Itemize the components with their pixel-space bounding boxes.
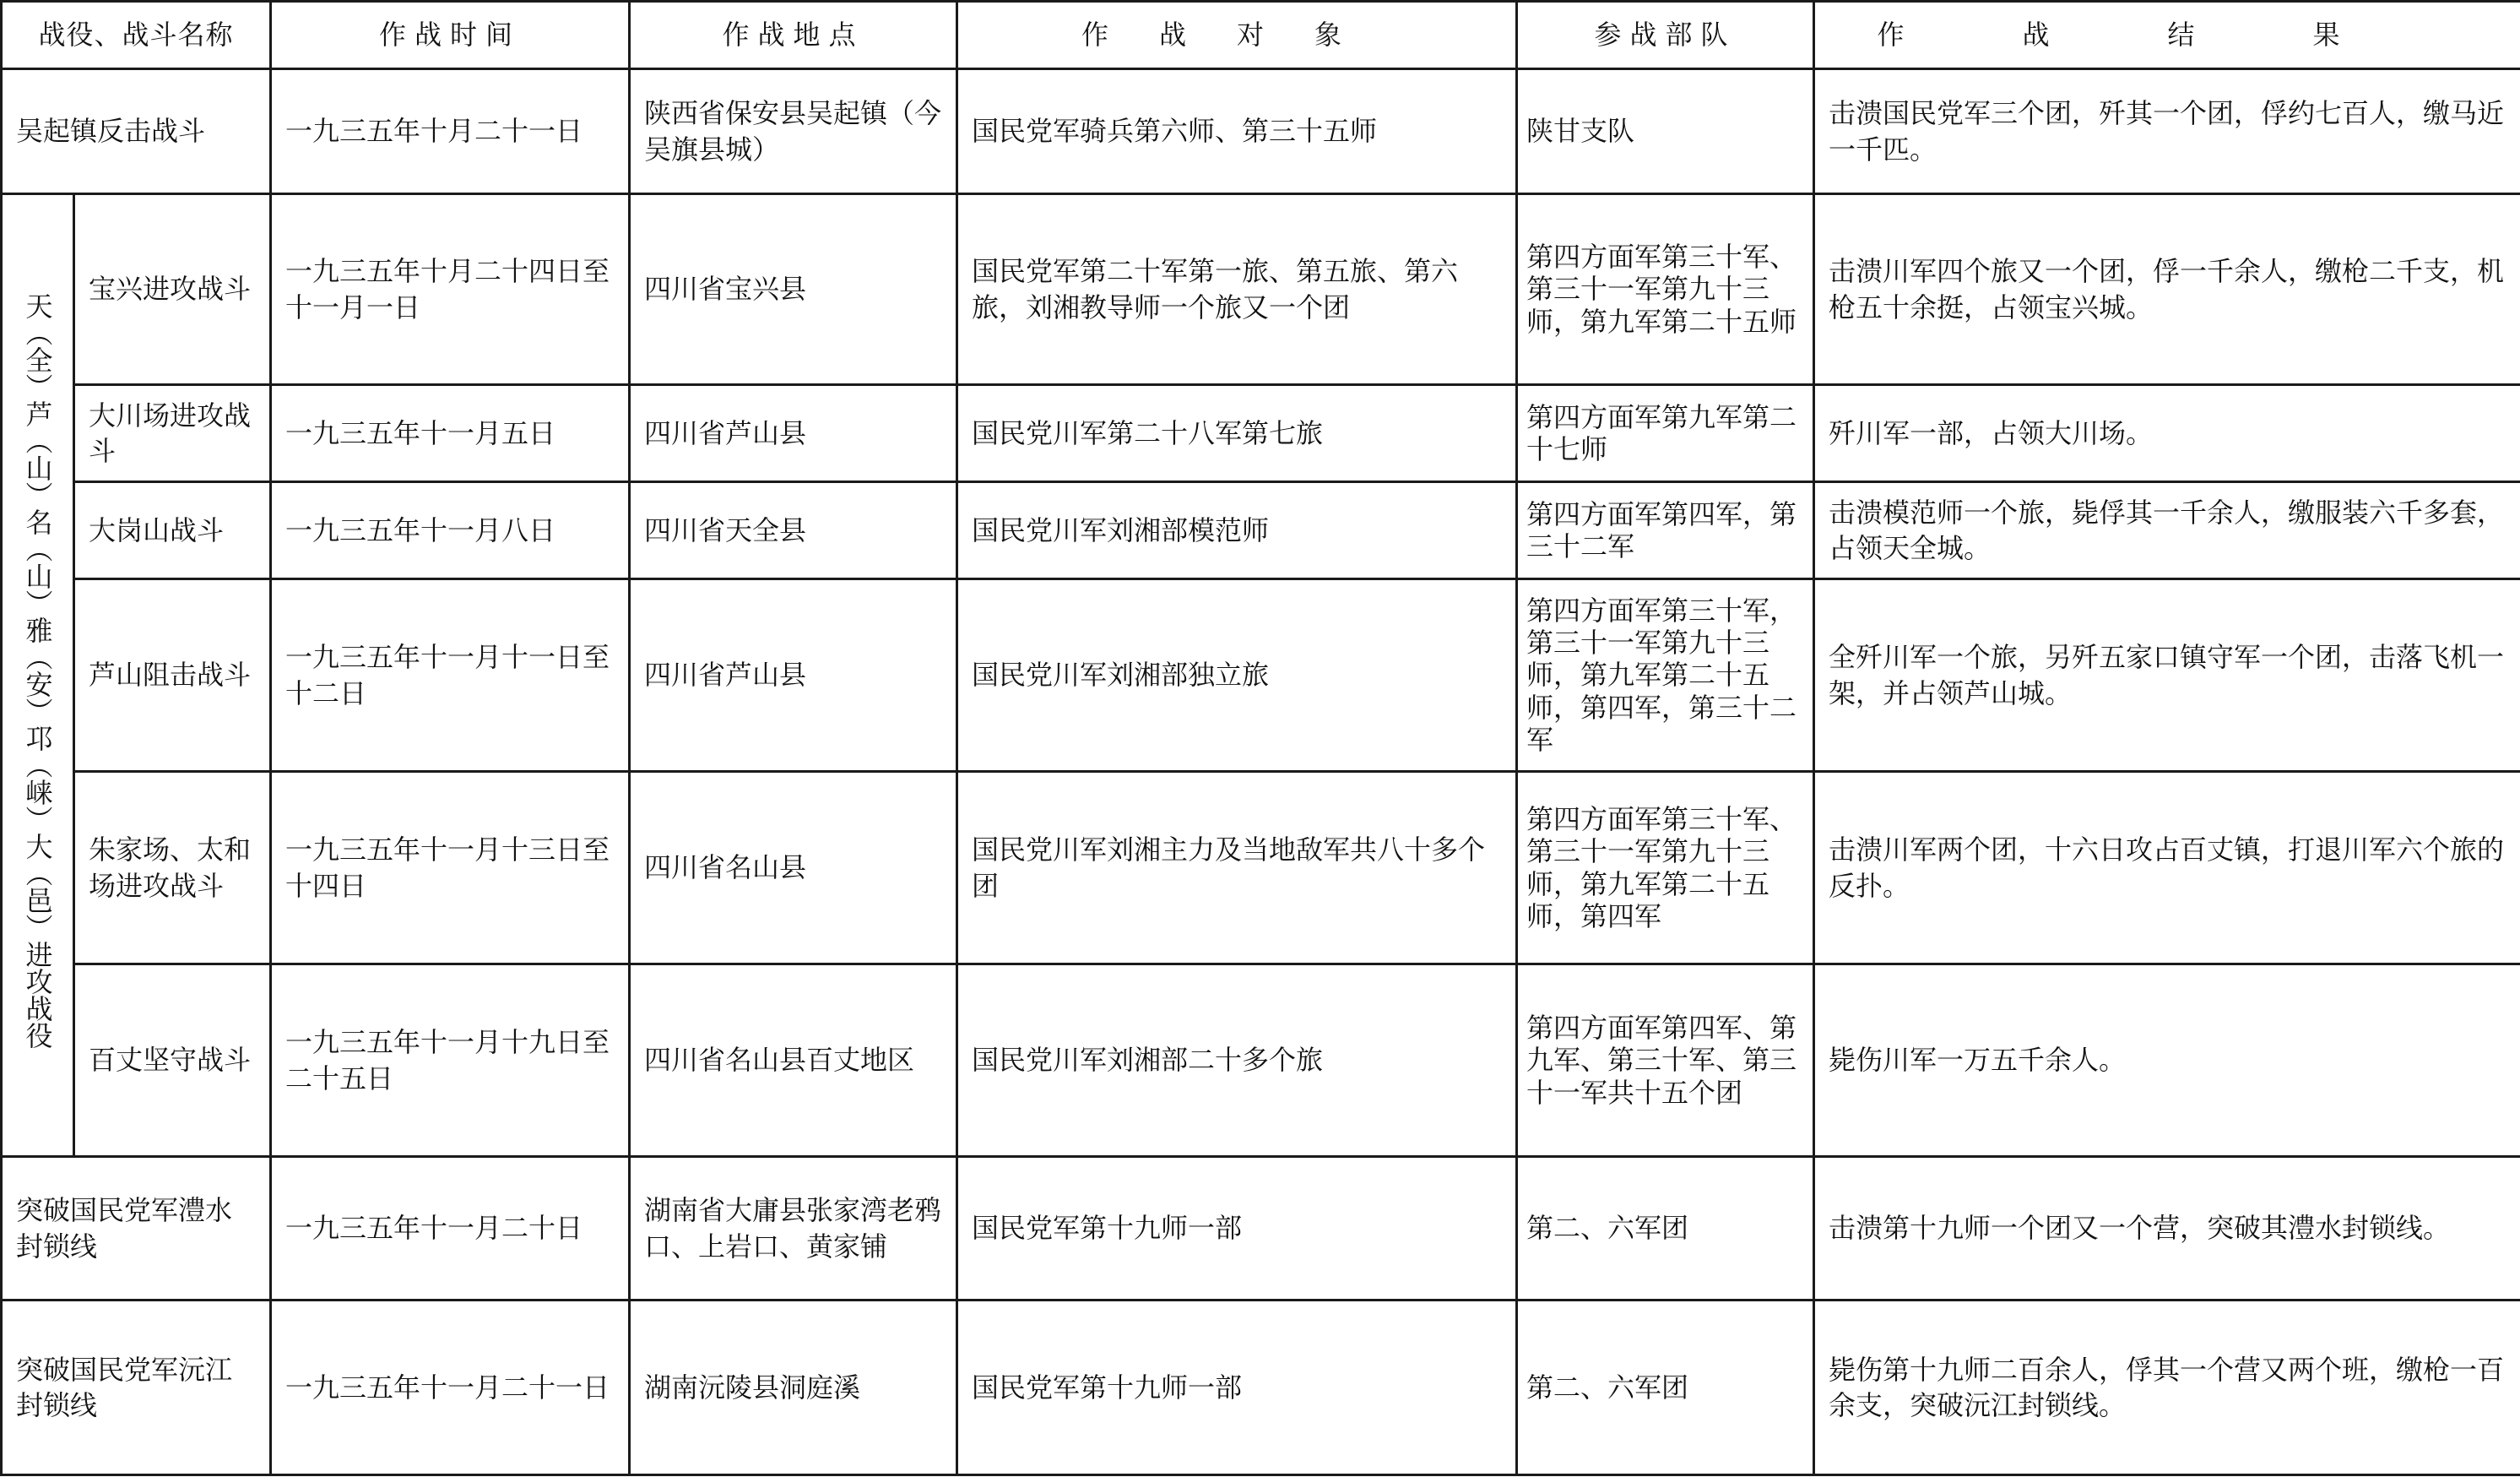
cell-result: 歼川军一部，占领大川场。 <box>1814 385 2520 482</box>
cell-result: 击溃第十九师一个团又一个营，突破其澧水封锁线。 <box>1814 1157 2520 1301</box>
cell-time: 一九三五年十一月十九日至二十五日 <box>271 964 630 1157</box>
header-time: 作战时间 <box>271 2 630 69</box>
cell-result: 毙伤第十九师二百余人，俘其一个营又两个班，缴枪一百余支，突破沅江封锁线。 <box>1814 1301 2520 1475</box>
cell-name: 吴起镇反击战斗 <box>2 69 271 194</box>
cell-time: 一九三五年十一月二十一日 <box>271 1301 630 1475</box>
cell-result: 击溃川军两个团，十六日攻占百丈镇，打退川军六个旅的反扑。 <box>1814 772 2520 964</box>
cell-result: 毙伤川军一万五千余人。 <box>1814 964 2520 1157</box>
cell-time: 一九三五年十一月八日 <box>271 482 630 579</box>
cell-units: 陕甘支队 <box>1517 69 1814 194</box>
cell-enemy: 国民党军第十九师一部 <box>957 1301 1517 1475</box>
cell-place: 四川省芦山县 <box>630 385 957 482</box>
cell-enemy: 国民党军骑兵第六师、第三十五师 <box>957 69 1517 194</box>
cell-name: 突破国民党军澧水封锁线 <box>2 1157 271 1301</box>
cell-name: 芦山阻击战斗 <box>74 579 271 772</box>
cell-enemy: 国民党川军刘湘主力及当地敌军共八十多个团 <box>957 772 1517 964</box>
table-row <box>2 964 2520 1157</box>
cell-place: 四川省芦山县 <box>630 579 957 772</box>
cell-place: 四川省宝兴县 <box>630 194 957 385</box>
table-row <box>2 1157 2520 1301</box>
cell-enemy: 国民党军第十九师一部 <box>957 1157 1517 1301</box>
cell-name: 百丈坚守战斗 <box>74 964 271 1157</box>
cell-enemy: 国民党川军刘湘部二十多个旅 <box>957 964 1517 1157</box>
header-units: 参战部队 <box>1517 2 1814 69</box>
cell-name: 宝兴进攻战斗 <box>74 194 271 385</box>
cell-units: 第四方面军第四军，第三十二军 <box>1517 482 1814 579</box>
cell-name: 朱家场、太和场进攻战斗 <box>74 772 271 964</box>
cell-result: 全歼川军一个旅，另歼五家口镇守军一个团，击落飞机一架，并占领芦山城。 <box>1814 579 2520 772</box>
cell-name: 突破国民党军沅江封锁线 <box>2 1301 271 1475</box>
cell-units: 第四方面军第三十军，第三十一军第九十三师，第九军第二十五师，第四军，第三十二军 <box>1517 579 1814 772</box>
cell-place: 四川省天全县 <box>630 482 957 579</box>
cell-units: 第四方面军第三十军、第三十一军第九十三师，第九军第二十五师，第四军 <box>1517 772 1814 964</box>
cell-units: 第四方面军第四军、第九军、第三十军、第三十一军共十五个团 <box>1517 964 1814 1157</box>
cell-place: 湖南省大庸县张家湾老鸦口、上岩口、黄家铺 <box>630 1157 957 1301</box>
campaign-cell <box>2 194 74 1157</box>
cell-enemy: 国民党川军刘湘部模范师 <box>957 482 1517 579</box>
cell-time: 一九三五年十一月二十日 <box>271 1157 630 1301</box>
cell-enemy: 国民党川军刘湘部独立旅 <box>957 579 1517 772</box>
header-result: 作战结果 <box>1814 2 2520 69</box>
cell-units: 第二、六军团 <box>1517 1301 1814 1475</box>
cell-units: 第四方面军第九军第二十七师 <box>1517 385 1814 482</box>
cell-units: 第四方面军第三十军、第三十一军第九十三师，第九军第二十五师 <box>1517 194 1814 385</box>
header-row <box>2 2 2520 69</box>
cell-time: 一九三五年十月二十四日至十一月一日 <box>271 194 630 385</box>
cell-place: 陕西省保安县吴起镇（今吴旗县城） <box>630 69 957 194</box>
table-row <box>2 194 2520 385</box>
cell-place: 湖南沅陵县洞庭溪 <box>630 1301 957 1475</box>
cell-time: 一九三五年十一月十一日至十二日 <box>271 579 630 772</box>
table-row <box>2 1301 2520 1475</box>
cell-result: 击溃川军四个旅又一个团，俘一千余人，缴枪二千支，机枪五十余挺，占领宝兴城。 <box>1814 194 2520 385</box>
header-name: 战役、战斗名称 <box>2 2 271 69</box>
cell-enemy: 国民党川军第二十八军第七旅 <box>957 385 1517 482</box>
table-row <box>2 482 2520 579</box>
cell-result: 击溃国民党军三个团，歼其一个团，俘约七百人，缴马近一千匹。 <box>1814 69 2520 194</box>
cell-name: 大川场进攻战斗 <box>74 385 271 482</box>
cell-place: 四川省名山县百丈地区 <box>630 964 957 1157</box>
cell-enemy: 国民党军第二十军第一旅、第五旅、第六旅，刘湘教导师一个旅又一个团 <box>957 194 1517 385</box>
table-row <box>2 772 2520 964</box>
cell-time: 一九三五年十一月十三日至十四日 <box>271 772 630 964</box>
campaign-name: 天（全）芦（山）名（山）雅（安）邛（崃）大（邑）进攻战役 <box>21 292 54 1050</box>
cell-result: 击溃模范师一个旅，毙俘其一千余人，缴服装六千多套，占领天全城。 <box>1814 482 2520 579</box>
cell-name: 大岗山战斗 <box>74 482 271 579</box>
table-row <box>2 69 2520 194</box>
table-row <box>2 579 2520 772</box>
header-place: 作战地点 <box>630 2 957 69</box>
table-row <box>2 385 2520 482</box>
cell-place: 四川省名山县 <box>630 772 957 964</box>
cell-time: 一九三五年十一月五日 <box>271 385 630 482</box>
header-enemy: 作战对象 <box>957 2 1517 69</box>
cell-time: 一九三五年十月二十一日 <box>271 69 630 194</box>
cell-units: 第二、六军团 <box>1517 1157 1814 1301</box>
